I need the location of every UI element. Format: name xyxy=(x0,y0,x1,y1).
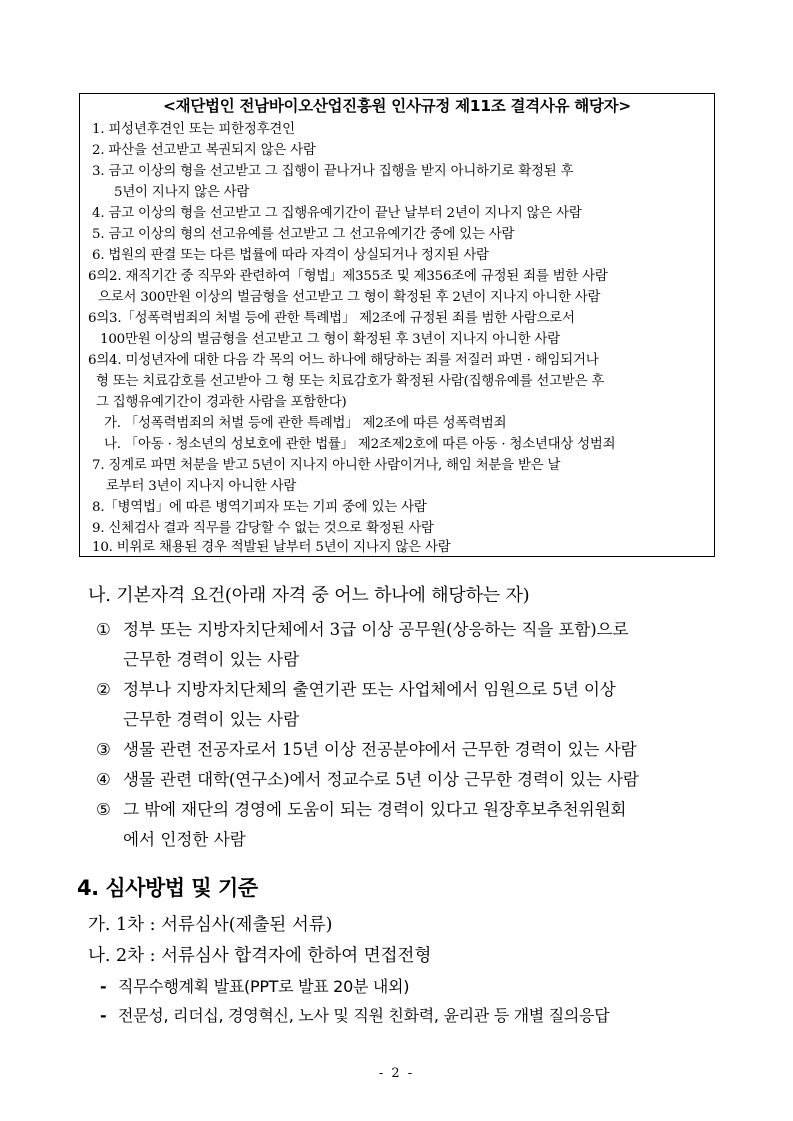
item-text: 정부 또는 지방자치단체에서 3급 이상 공무원(상응하는 직을 포함)으로 xyxy=(123,620,629,639)
item-number: ① xyxy=(96,620,111,639)
dash-bullet: - xyxy=(100,1006,107,1025)
rule-line: 1. 피성년후견인 또는 피한정후견인 xyxy=(92,122,295,137)
basic-qualification-heading: 나. 기본자격 요건(아래 자격 중 어느 하나에 해당하는 자) xyxy=(88,585,530,606)
item-number: ③ xyxy=(96,740,111,759)
rule-line: 로부터 3년이 지나지 아니한 사람 xyxy=(106,479,297,494)
evaluation-step-1: 가. 1차 : 서류심사(제출된 서류) xyxy=(88,915,333,935)
evaluation-step-2: 나. 2차 : 서류심사 합격자에 한하여 면접전형 xyxy=(88,946,432,966)
rule-line: 6의2. 재직기간 중 직무와 관련하여「형법」제355조 및 제356조에 규정된 죄를 범한 사람 xyxy=(88,269,608,284)
rule-line: 으로서 300만원 이상의 벌금형을 선고받고 그 형이 확정된 후 2년이 지나지 아니한 사람 xyxy=(98,290,601,305)
page-number: - 2 - xyxy=(378,1066,415,1081)
item-number: ⑤ xyxy=(96,800,111,819)
rule-line: 나. 「아동 · 청소년의 성보호에 관한 법률」 제2조제2호에 따른 아동 · 청소년대상 성범죄 xyxy=(104,437,616,452)
rule-line: 5년이 지나지 않은 사람 xyxy=(114,185,250,200)
disqualification-box xyxy=(79,93,715,557)
rule-line: 그 집행유예기간이 경과한 사람을 포함한다) xyxy=(96,395,347,410)
rule-line: 가. 「성폭력범죄의 처벌 등에 관한 특례법」 제2조에 따른 성폭력범죄 xyxy=(104,416,507,431)
evaluation-detail-1 xyxy=(100,974,409,997)
item-text: 생물 관련 전공자로서 15년 이상 전공분야에서 근무한 경력이 있는 사람 xyxy=(123,740,637,759)
rule-line: 10. 비위로 채용된 경우 적발된 날부터 5년이 지나지 않은 사람 xyxy=(92,540,451,555)
item-text: 그 밖에 재단의 경영에 도움이 되는 경력이 있다고 원장후보추천위원회 xyxy=(123,800,627,819)
rule-line: 6. 법원의 판결 또는 다른 법률에 따라 자격이 상실되거나 정지된 사람 xyxy=(92,248,489,263)
qualification-item-3 xyxy=(96,736,637,760)
evaluation-heading: 4. 심사방법 및 기준 xyxy=(77,876,258,900)
rule-line: 형 또는 치료감호를 선고받아 그 형 또는 치료감호가 확정된 사람(집행유예를 선고받은 후 xyxy=(96,374,605,389)
rule-line: 7. 징계로 파면 처분을 받고 5년이 지나지 아니한 사람이거나, 해임 처분을 받은 날 xyxy=(92,458,561,473)
evaluation-detail-2 xyxy=(100,1003,609,1026)
box-title: <재단법인 전남바이오산업진흥원 인사규정 제11조 결격사유 해당자> xyxy=(163,97,631,115)
rule-line: 4. 금고 이상의 형을 선고받고 그 집행유예기간이 끝난 날부터 2년이 지나지 않은 사람 xyxy=(92,206,582,221)
rule-line: 8.「병역법」에 따른 병역기피자 또는 기피 중에 있는 사람 xyxy=(92,500,427,515)
qualification-item-2-cont: 근무한 경력이 있는 사람 xyxy=(123,710,300,729)
rule-line: 100만원 이상의 벌금형을 선고받고 그 형이 확정된 후 3년이 지나지 아니한 사람 xyxy=(100,332,560,347)
dash-bullet: - xyxy=(100,977,107,996)
rule-line: 6의3.「성폭력범죄의 처벌 등에 관한 특례법」 제2조에 규정된 죄를 범한 사람으로서 xyxy=(88,311,575,326)
item-number: ② xyxy=(96,680,111,699)
detail-text: 직무수행계획 발표(PPT로 발표 20분 내외) xyxy=(118,977,410,996)
rule-line: 9. 신체검사 결과 직무를 감당할 수 없는 것으로 확정된 사람 xyxy=(92,521,434,536)
rule-line: 3. 금고 이상의 형을 선고받고 그 집행이 끝나거나 집행을 받지 아니하기로 확정된 후 xyxy=(92,164,574,179)
qualification-item-5 xyxy=(96,796,626,820)
qualification-item-2 xyxy=(96,676,616,700)
qualification-item-4 xyxy=(96,766,639,790)
rule-line: 6의4. 미성년자에 대한 다음 각 목의 어느 하나에 해당하는 죄를 저질러 파면 · 해임되거나 xyxy=(88,353,599,368)
rule-line: 5. 금고 이상의 형의 선고유예를 선고받고 그 선고유예기간 중에 있는 사람 xyxy=(92,227,515,242)
item-number: ④ xyxy=(96,770,111,789)
item-text: 생물 관련 대학(연구소)에서 정교수로 5년 이상 근무한 경력이 있는 사람 xyxy=(123,770,639,789)
rule-line: 2. 파산을 선고받고 복권되지 않은 사람 xyxy=(92,143,316,158)
qualification-item-5-cont: 에서 인정한 사람 xyxy=(123,830,246,849)
detail-text: 전문성, 리더십, 경영혁신, 노사 및 직원 친화력, 윤리관 등 개별 질의응답 xyxy=(118,1006,610,1025)
item-text: 정부나 지방자치단체의 출연기관 또는 사업체에서 임원으로 5년 이상 xyxy=(123,680,616,699)
qualification-item-1-cont: 근무한 경력이 있는 사람 xyxy=(123,650,300,669)
qualification-item-1 xyxy=(96,616,628,640)
